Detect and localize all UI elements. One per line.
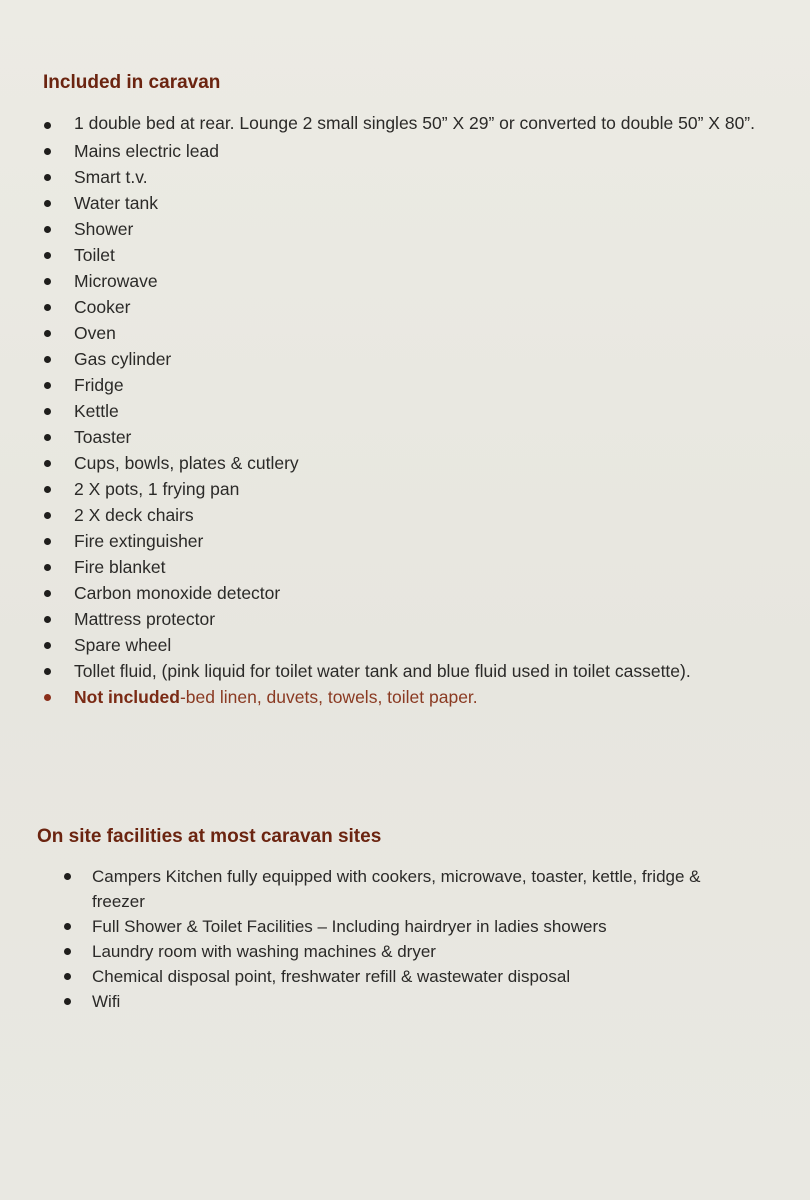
bullet-icon: [64, 998, 71, 1005]
list-item: Mains electric lead: [42, 138, 772, 164]
bullet-icon: [44, 304, 51, 311]
not-included-label: Not included: [74, 687, 180, 707]
bullet-icon: [44, 408, 51, 415]
bullet-icon: [44, 278, 51, 285]
list-item: Carbon monoxide detector: [42, 580, 772, 606]
list-item: Fridge: [42, 372, 772, 398]
list-item: Laundry room with washing machines & dryer: [62, 939, 742, 964]
bullet-icon: [44, 174, 51, 181]
section-heading-included: Included in caravan: [43, 72, 221, 93]
not-included-item: [42, 684, 772, 710]
section-heading-facilities: On site facilities at most caravan sites: [37, 826, 382, 847]
bullet-icon: [44, 564, 51, 571]
bullet-icon: [44, 122, 51, 129]
bullet-icon: [44, 460, 51, 467]
list-item: Shower: [42, 216, 772, 242]
list-item: Fire extinguisher: [42, 528, 772, 554]
list-item: Cooker: [42, 294, 772, 320]
list-item: Toaster: [42, 424, 772, 450]
list-item: Mattress protector: [42, 606, 772, 632]
list-item: Wifi: [62, 989, 742, 1014]
list-item: 2 X deck chairs: [42, 502, 772, 528]
facilities-list: [62, 864, 742, 1014]
bullet-icon: [64, 973, 71, 980]
bullet-icon: [44, 616, 51, 623]
bullet-icon: [44, 356, 51, 363]
bullet-icon: [44, 434, 51, 441]
bullet-icon: [44, 590, 51, 597]
bullet-icon: [44, 226, 51, 233]
bullet-icon: [64, 948, 71, 955]
bullet-icon: [44, 252, 51, 259]
bullet-icon: [44, 382, 51, 389]
list-item: Chemical disposal point, freshwater refill & wastewater disposal: [62, 964, 742, 989]
list-item: Campers Kitchen fully equipped with cookers, microwave, toaster, kettle, fridge & freezer: [62, 864, 742, 914]
list-item: Kettle: [42, 398, 772, 424]
list-item: Full Shower & Toilet Facilities – Including hairdryer in ladies showers: [62, 914, 742, 939]
bullet-icon: [44, 694, 51, 701]
list-item: Tollet fluid, (pink liquid for toilet water tank and blue fluid used in toilet cassette).: [42, 658, 772, 684]
list-item: Toilet: [42, 242, 772, 268]
not-included-text: -bed linen, duvets, towels, toilet paper.: [179, 687, 478, 707]
bullet-icon: [64, 923, 71, 930]
bullet-icon: [44, 538, 51, 545]
bullet-icon: [64, 873, 71, 880]
list-item: Smart t.v.: [42, 164, 772, 190]
bullet-icon: [44, 668, 51, 675]
list-item: Fire blanket: [42, 554, 772, 580]
included-items-list: [42, 100, 772, 710]
bullet-icon: [44, 642, 51, 649]
list-item: Cups, bowls, plates & cutlery: [42, 450, 772, 476]
list-item: 1 double bed at rear. Lounge 2 small singles 50” X 29” or converted to double 50” X 80”.: [42, 100, 772, 138]
bullet-icon: [44, 512, 51, 519]
list-item: Spare wheel: [42, 632, 772, 658]
bullet-icon: [44, 486, 51, 493]
list-item: Oven: [42, 320, 772, 346]
list-item: Gas cylinder: [42, 346, 772, 372]
bullet-icon: [44, 148, 51, 155]
list-item: Water tank: [42, 190, 772, 216]
bullet-icon: [44, 330, 51, 337]
list-item: Microwave: [42, 268, 772, 294]
list-item: 2 X pots, 1 frying pan: [42, 476, 772, 502]
bullet-icon: [44, 200, 51, 207]
